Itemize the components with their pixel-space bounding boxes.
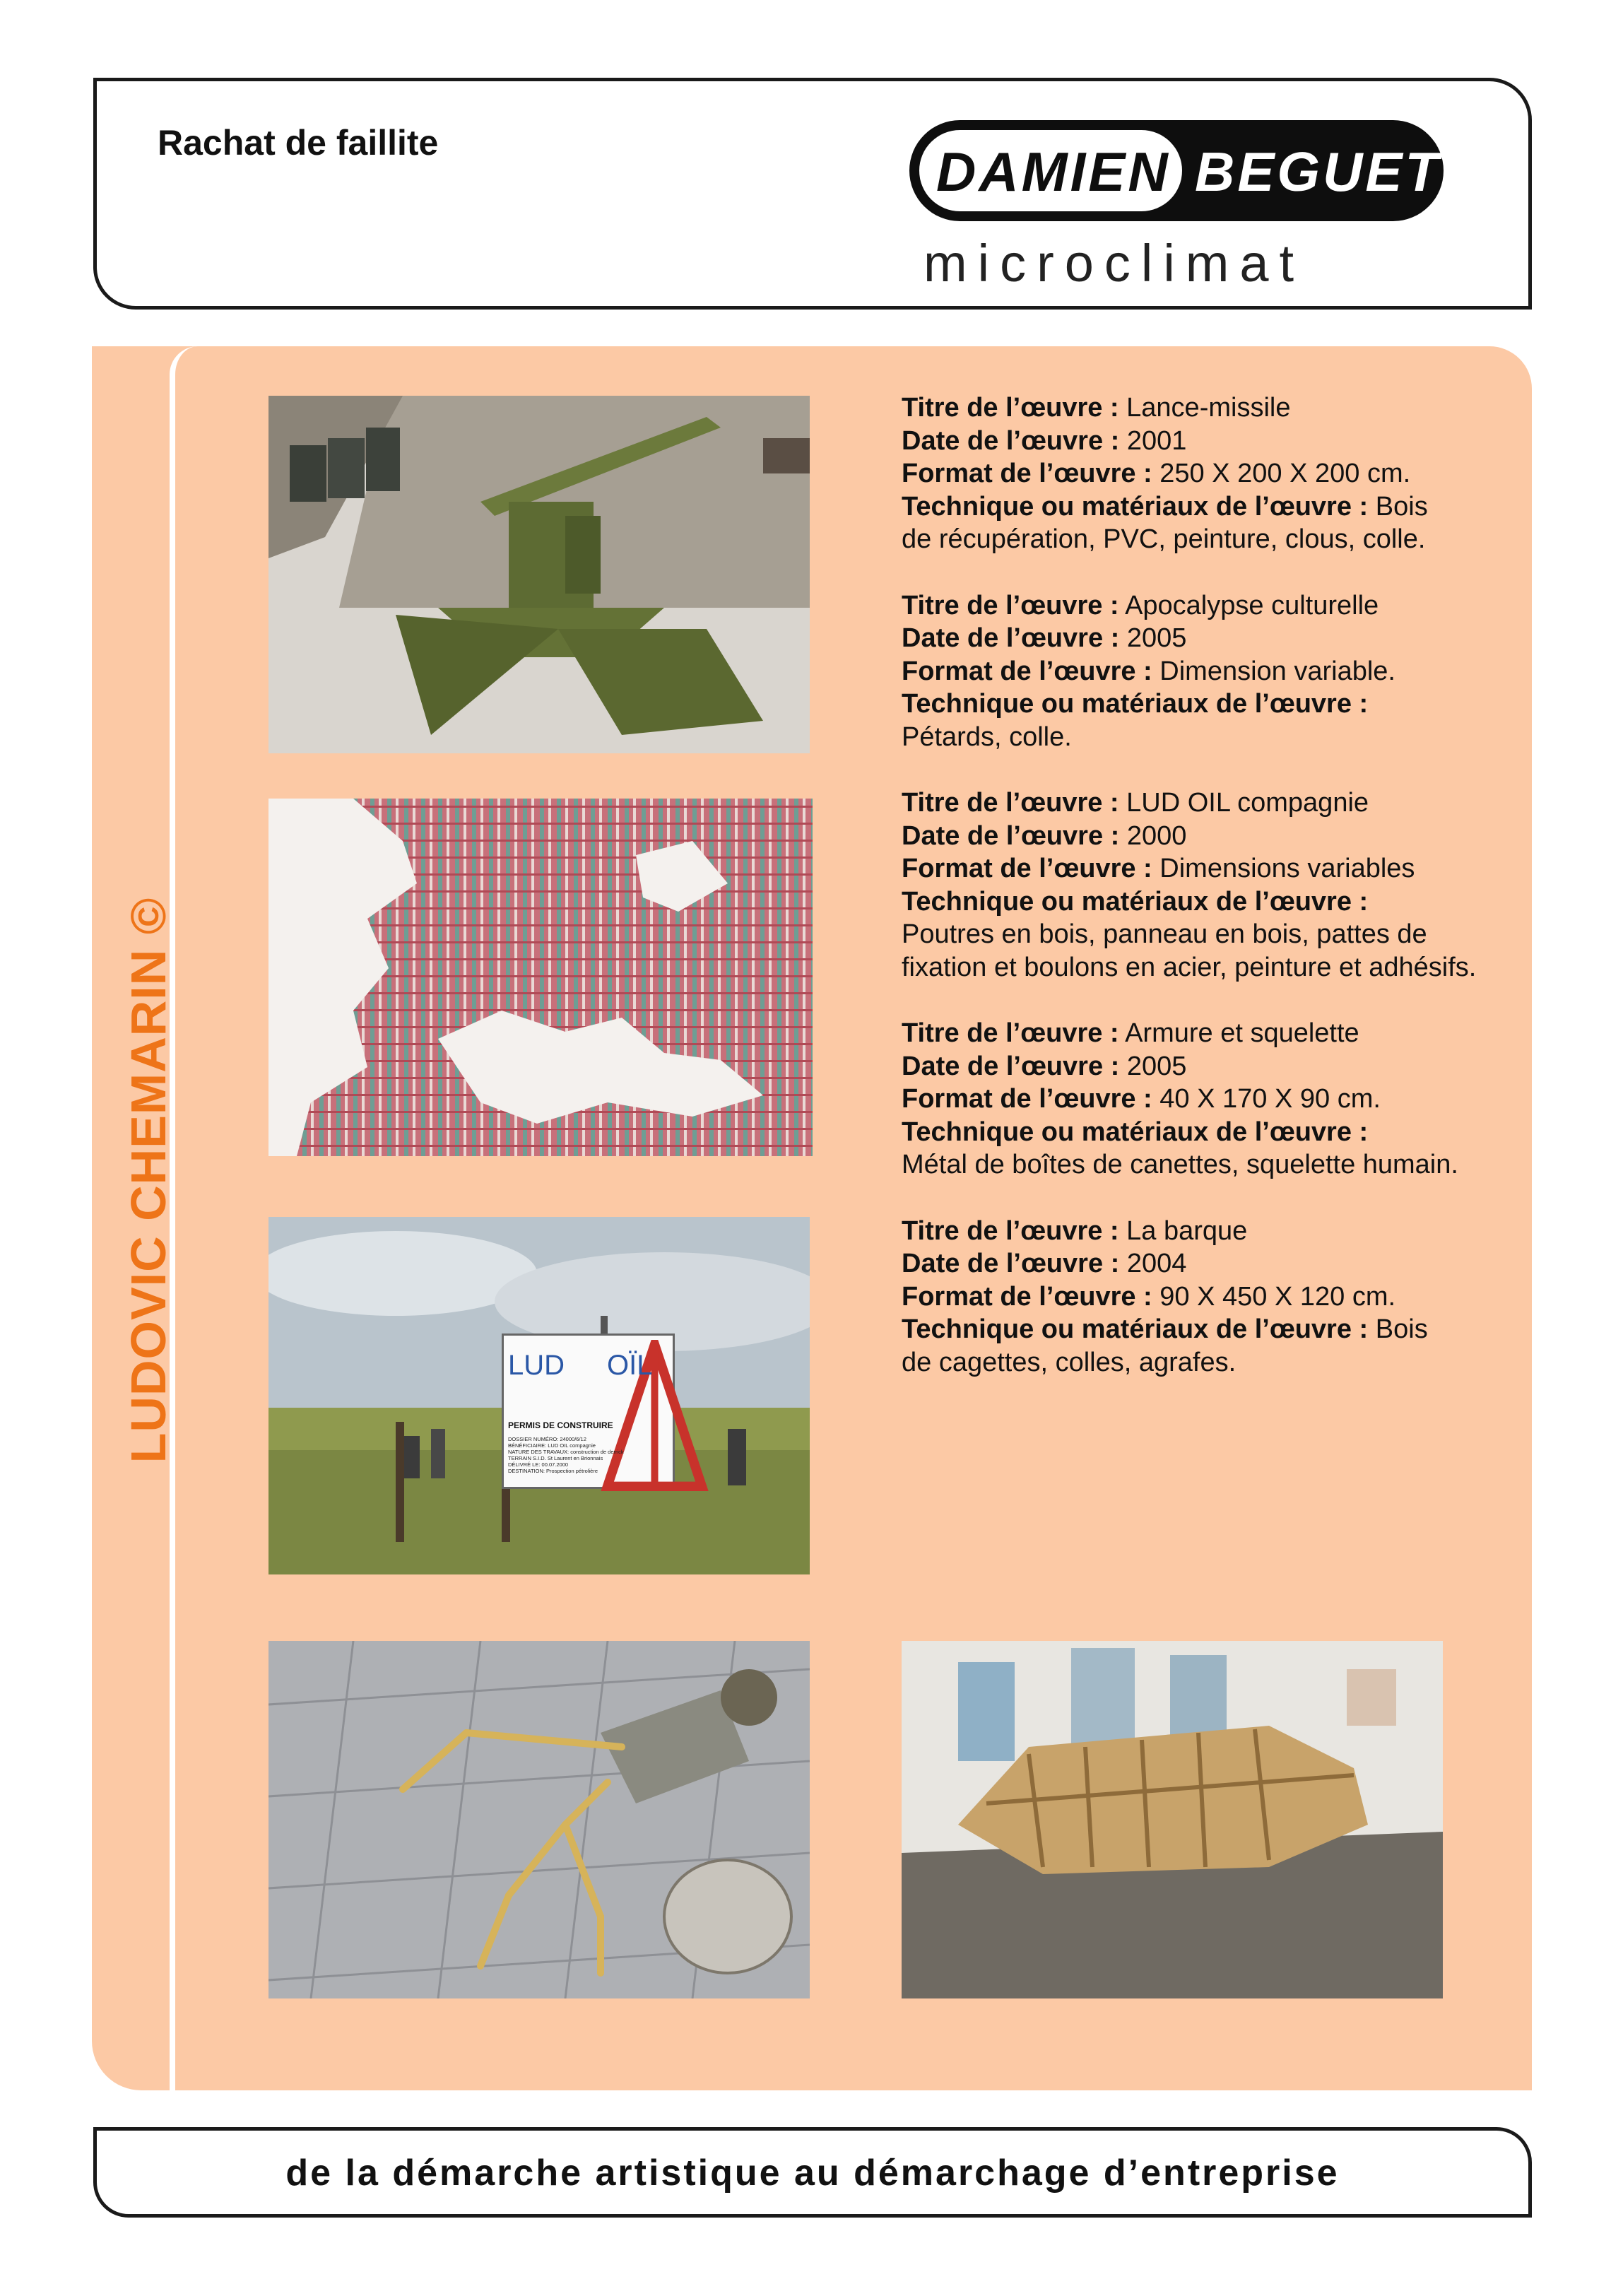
work-title: La barque <box>1126 1215 1248 1246</box>
sign-permit: PERMIS DE CONSTRUIRE <box>508 1420 613 1430</box>
work-format: Dimensions variables <box>1159 854 1415 883</box>
photo-lance-missile <box>268 396 810 753</box>
work-title: Apocalypse culturelle <box>1125 590 1379 620</box>
work-format: 250 X 200 X 200 cm. <box>1159 459 1411 488</box>
photo-lud-oil <box>268 1217 810 1574</box>
work-date: 2000 <box>1126 820 1187 851</box>
work-date: 2005 <box>1126 1051 1187 1081</box>
logo-word-beguet: BEGUET <box>1195 141 1442 203</box>
work-title: Lance-missile <box>1126 393 1291 423</box>
work-date: 2001 <box>1126 425 1187 456</box>
work-title: Armure et squelette <box>1125 1018 1359 1048</box>
work-title: LUD OIL compagnie <box>1126 788 1369 818</box>
work-technique-rest: de récupération, PVC, peinture, clous, colle. <box>902 524 1426 554</box>
work-entry-lance-missile: Titre de l’œuvre : Lance-missile Date de l’œuvre : 2001 Format de l’œuvre : 250 X 200 X 200 cm. Technique ou matériaux de l’œuvre : Bois de récupération, PVC, peinture, clous, colle. <box>902 392 1488 556</box>
logo-word-damien: DAMIEN <box>936 141 1171 203</box>
work-technique-rest: Pétards, colle. <box>902 722 1072 752</box>
work-technique-rest: de cagettes, colles, agrafes. <box>902 1347 1237 1377</box>
logo-subtitle: microclimat <box>923 234 1305 293</box>
work-format: Dimension variable. <box>1159 656 1395 686</box>
footer-tagline: de la démarche artistique au démarchage d’entreprise <box>285 2153 1340 2194</box>
photo-la-barque <box>902 1641 1443 1998</box>
work-date: 2004 <box>1126 1249 1187 1278</box>
work-format: 90 X 450 X 120 cm. <box>1159 1281 1396 1312</box>
photo-apocalypse-culturelle <box>268 799 813 1156</box>
sign-brand-left: LUD <box>508 1350 565 1381</box>
footer-box <box>93 2127 1532 2218</box>
photo-armure-squelette <box>268 1641 810 1998</box>
artist-name: LUDOVIC CHEMARIN © <box>121 897 176 1464</box>
works-info <box>902 392 1488 1412</box>
work-entry-armure: Titre de l’œuvre : Armure et squelette Date de l’œuvre : 2005 Format de l’œuvre : 40 X 170 X 90 cm. Technique ou matériaux de l’œuvre : Métal de boîtes de canettes, squelette humain. <box>902 1017 1488 1182</box>
sign-details: DOSSIER NUMÉRO: 24000/6/12 BÉNÉFICIAIRE: LUD OIL compagnie NATURE DES TRAVAUX: construction de derrick TERRAIN S.I.D. St Laurent en Brionnais DÉLIVRÉ LE: 00.07.2000 DESTINATION: Prospection pétrolière <box>508 1436 624 1474</box>
work-entry-apocalypse: Titre de l’œuvre : Apocalypse culturelle Date de l’œuvre : 2005 Format de l’œuvre : Dimension variable. Technique ou matériaux de l’œuvre : Pétards, colle. <box>902 589 1488 754</box>
work-date: 2005 <box>1126 623 1187 653</box>
work-technique: Bois <box>1375 491 1428 522</box>
header-box <box>93 78 1532 310</box>
lud-oil-sign <box>502 1334 675 1489</box>
sign-brand-right: OÏL <box>607 1350 653 1381</box>
work-format: 40 X 170 X 90 cm. <box>1159 1084 1381 1114</box>
work-entry-lud-oil: Titre de l’œuvre : LUD OIL compagnie Date de l’œuvre : 2000 Format de l’œuvre : Dimensions variables Technique ou matériaux de l’œuvre : Poutres en bois, panneau en bois, pattes de fixation et boulons en acier, peinture et adhésifs. <box>902 787 1488 984</box>
work-technique-rest: Poutres en bois, panneau en bois, pattes de fixation et boulons en acier, peinture et adhésifs. <box>902 919 1477 982</box>
page-title: Rachat de faillite <box>158 123 439 163</box>
work-entry-barque: Titre de l’œuvre : La barque Date de l’œuvre : 2004 Format de l’œuvre : 90 X 450 X 120 cm. Technique ou matériaux de l’œuvre : Bois de cagettes, colles, agrafes. <box>902 1215 1488 1379</box>
work-technique-rest: Métal de boîtes de canettes, squelette humain. <box>902 1150 1458 1179</box>
work-technique: Bois <box>1375 1314 1428 1344</box>
damien-beguet-logo <box>909 120 1460 293</box>
